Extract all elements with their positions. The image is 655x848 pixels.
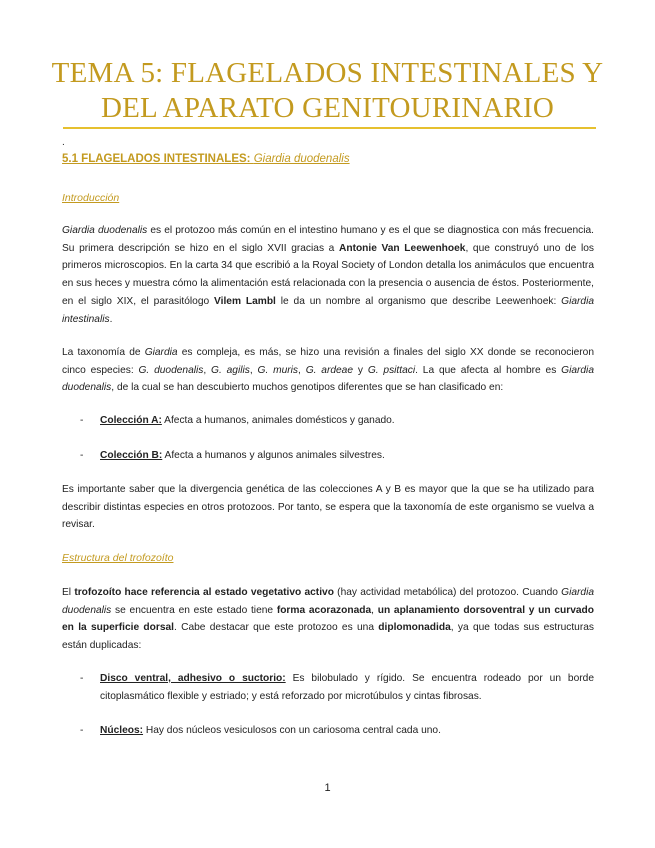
bold-run: un aplanamiento dorsoventral y un curvado en la superficie dorsal [62, 604, 594, 634]
section-heading [62, 152, 350, 166]
list-item-coleccion-b [80, 447, 594, 465]
intro-paragraph-2 [62, 344, 594, 397]
list-item-label: Colección A: [100, 415, 162, 426]
stray-dot: . [62, 137, 65, 148]
text-run: , de la cual se han descubierto muchos genotipos diferentes que se han clasificado en: [111, 382, 504, 394]
text-run: le da un nombre al organismo que describe Leewenhoek: [275, 295, 562, 307]
text-run: El [62, 587, 75, 598]
text-run: . La que afecta al hombre es [415, 364, 562, 376]
list-dash: - [80, 415, 84, 426]
document-title-line-1: TEMA 5: FLAGELADOS INTESTINALES Y [51, 57, 604, 89]
list-item-label: Núcleos: [100, 725, 144, 736]
bold-run: forma acorazonada [276, 604, 372, 616]
species-name: G. agilis [211, 364, 250, 376]
intro-paragraph-3: Es importante saber que la divergencia genética de las colecciones A y B es mayor que la que se ha utilizado para describir distintas especies en otros protozoos. Por tanto, se espera que la taxonomía de este organismo se vuelva a revisar. [62, 484, 594, 531]
species-name: Giardia duodenalis [62, 587, 595, 616]
title-underline-rule [63, 127, 596, 129]
text-run: se encuentra en este estado tiene [111, 604, 277, 616]
species-name: G. psittaci [367, 364, 416, 376]
list-dash: - [80, 673, 84, 684]
section-species: Giardia duodenalis [253, 153, 350, 165]
list-item-text: Es bilobulado y rígido. Se encuentra rodeado por un borde citoplasmático flexible y estriado; y está reforzado por microtúbulos y cintas fibrosas. [100, 673, 594, 702]
list-item-label: Disco ventral, adhesivo o suctorio: [100, 673, 286, 684]
text-run: , [203, 364, 212, 376]
intro-paragraph-1 [62, 222, 594, 328]
text-run: . Cabe destacar que este protozoo es una [173, 622, 379, 634]
page-number: 1 [324, 782, 331, 794]
text-run: (hay actividad metabólica) del protozoo. Cuando [333, 587, 562, 598]
bold-run: diplomonadida [378, 622, 451, 634]
text-run: es compleja, es más, se hizo una revisión a finales del siglo XX donde se reconocieron cinco especies: [62, 347, 594, 376]
subheading-estructura-trofozoito: Estructura del trofozoíto [62, 552, 174, 564]
trofozoito-paragraph-1 [62, 584, 594, 655]
species-name: Giardia [144, 347, 178, 358]
text-run: , [249, 364, 258, 376]
text-run: y [353, 364, 368, 376]
list-item-text: Afecta a humanos, animales domésticos y ganado. [161, 415, 395, 426]
text-run: es el protozoo más común en el intestino humano y es el que se diagnostica con más frecuencia. Su primera descripción se hizo en el siglo XVII gracias a [62, 225, 594, 254]
species-name: G. muris [257, 364, 299, 376]
list-item-nucleos [80, 722, 594, 740]
list-item-label: Colección B: [100, 450, 163, 461]
text-run: , ya que todas sus estructuras están duplicadas: [62, 622, 594, 652]
text-run: , [298, 364, 306, 376]
list-item-body [100, 670, 594, 705]
text-run: La taxonomía de [62, 347, 145, 358]
list-dash: - [80, 725, 84, 736]
species-name: Giardia intestinalis [62, 295, 595, 325]
document-title-line-2: DEL APARATO GENITOURINARIO [100, 92, 555, 124]
text-run: , [371, 604, 378, 616]
list-item-body [100, 447, 594, 465]
person-name: Antonie Van Leewenhoek [338, 242, 466, 254]
list-item-body [100, 722, 594, 740]
list-item-disco-ventral [80, 670, 594, 705]
person-name: Vilem Lambl [214, 295, 276, 307]
subheading-introduccion: Introducción [62, 192, 120, 204]
list-item-body [100, 412, 594, 430]
species-name: Giardia duodenalis [62, 225, 148, 236]
species-name: G. duodenalis [138, 364, 204, 376]
section-prefix: 5.1 FLAGELADOS INTESTINALES: [62, 153, 254, 165]
species-name: Giardia duodenalis [62, 364, 594, 394]
bold-run: trofozoíto hace referencia al estado vegetativo activo [74, 587, 334, 598]
list-dash: - [80, 450, 84, 461]
list-item-text: Afecta a humanos y algunos animales silvestres. [162, 450, 385, 461]
text-run: . [109, 313, 113, 325]
species-name: G. ardeae [305, 364, 354, 376]
list-item-coleccion-a [80, 412, 594, 430]
list-item-text: Hay dos núcleos vesiculosos con un cariosoma central cada uno. [143, 725, 441, 736]
text-run: , que construyó uno de los primeros microscopios. En la carta 34 que escribió a la Royal Society of London detalla los animáculos que encuentra en sus heces y muestra cómo la alimentación está relacionada con la presencia o ausencia de éstos. Posteriormente, en el siglo XIX, el parasitólogo [62, 242, 595, 307]
